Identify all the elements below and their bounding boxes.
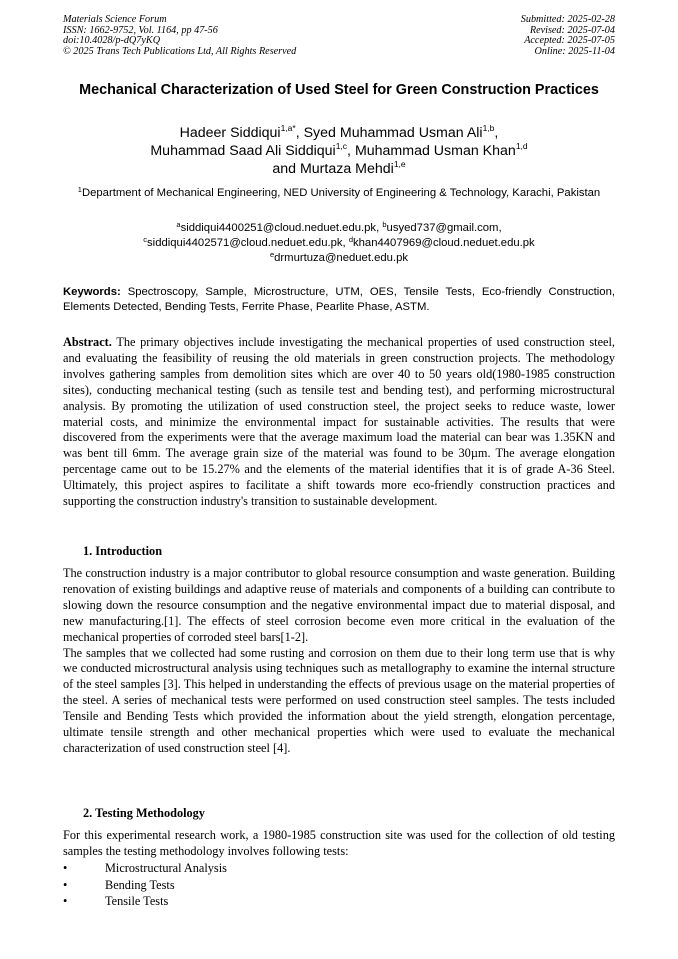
- email-line: $^e$drmurtuza@neduet.edu.pk: [269, 250, 409, 264]
- affiliation-text: Department of Mechanical Engineering, NED University of Engineering & Technology, Karachi, Pakistan: [81, 187, 601, 199]
- list-item: • Microstructural Analysis: [63, 861, 227, 875]
- abstract-label: Abstract.: [63, 335, 112, 349]
- email-link[interactable]: khan4407969@cloud.neduet.edu.pk: [353, 237, 535, 249]
- keywords-label: Keywords:: [63, 286, 121, 298]
- bullet-icon: •: [63, 861, 68, 875]
- keywords-text: Spectroscopy, Sample, Microstructure, UTM, OES, Tensile Tests, Eco-friendly Construction, Elements Detected, Bending Tests, Ferrite Phase, Pearlite Phase, ASTM.: [63, 286, 615, 313]
- journal-issn: ISSN: 1662-9752, Vol. 1164, pp 47-56: [63, 24, 218, 36]
- paragraph: For this experimental research work, a 1980-1985 construction site was used for the collection of old testing samples the testing methodology involves following tests:: [63, 828, 615, 858]
- bullet-icon: •: [63, 894, 68, 908]
- journal-header-right: [521, 15, 615, 57]
- email-line: $^a$siddiqui4400251@cloud.neduet.edu.pk, $^b$usyed737@gmail.com,: [176, 220, 502, 234]
- author-line: Muhammad Saad Ali Siddiqui$^{1,c}$, Muhammad Usman Khan$^{1,d}$: [150, 141, 528, 159]
- author-affil-mark: 1,a*: [280, 123, 296, 133]
- journal-doi: doi:10.4028/p-dQ7yKQ: [63, 35, 161, 46]
- author-line: Hadeer Siddiqui$^{1,a*}$, Syed Muhammad Usman Ali$^{1,b}$,: [179, 123, 499, 141]
- author-name: Muhammad Usman Khan: [354, 143, 516, 159]
- keywords: [63, 285, 615, 315]
- email-line: $^c$siddiqui4402571@cloud.neduet.edu.pk, $^d$khan4407969@cloud.neduet.edu.pk: [143, 235, 535, 249]
- affiliation: [63, 186, 615, 201]
- test-list: [63, 860, 615, 910]
- author-name: and Murtaza Mehdi: [272, 161, 394, 177]
- paragraph: The samples that we collected had some rusting and corrosion on them due to their long term use that is why we conducted microstructural analysis using techniques such as metallography to examine the internal structure of the steel samples [3]. This helped in understanding the effects of previous usage on the material properties of the steel. A series of mechanical tests were performed on used construction steel samples. The tests included Tensile and Bending Tests which provided the information about the yield strength, elongation percentage, ultimate tensile strength and other mechanical properties which were used to evaluate the mechanical characterization of used construction steel [4].: [63, 645, 615, 755]
- section-heading-introduction: 1. Introduction: [83, 544, 163, 558]
- paper-title: Mechanical Characterization of Used Steel for Green Construction Practices: [79, 82, 599, 98]
- email-list: [63, 221, 615, 266]
- date-revised: Revised: 2025-07-04: [529, 24, 615, 36]
- date-accepted: Accepted: 2025-07-05: [524, 35, 615, 46]
- author-list: [63, 124, 615, 178]
- introduction-body: [63, 566, 615, 757]
- author-name: Syed Muhammad Usman Ali: [303, 125, 483, 141]
- abstract: [63, 335, 615, 510]
- journal-name: Materials Science Forum: [63, 14, 167, 25]
- affiliation-mark: 1: [77, 185, 82, 194]
- email-link[interactable]: siddiqui4402571@cloud.neduet.edu.pk: [147, 237, 343, 249]
- author-name: Hadeer Siddiqui: [179, 125, 281, 141]
- journal-header-left: [63, 15, 296, 57]
- methodology-body: [63, 828, 615, 860]
- list-item: • Tensile Tests: [63, 894, 169, 908]
- email-link[interactable]: drmurtuza@neduet.edu.pk: [274, 252, 409, 264]
- email-link[interactable]: usyed737@gmail.com: [386, 222, 499, 234]
- author-affil-mark: 1,c: [335, 141, 348, 151]
- paragraph: The construction industry is a major contributor to global resource consumption and waste generation. Building renovation of existing buildings and adaptive reuse of materials and components of a building can contribute to slowing down the resource consumption and the negative environmental impact due to material disposal, and new manufacturing.[1]. The effects of steel corrosion become even more critical in the evaluation of the mechanical properties of corroded steel bars[1-2].: [63, 566, 615, 644]
- date-submitted: Submitted: 2025-02-28: [520, 14, 615, 25]
- journal-copyright: © 2025 Trans Tech Publications Ltd, All Rights Reserved: [63, 45, 297, 57]
- author-name: Muhammad Saad Ali Siddiqui: [150, 143, 336, 159]
- section-heading-methodology: 2. Testing Methodology: [83, 806, 205, 820]
- bullet-icon: •: [63, 877, 68, 892]
- list-item: • Bending Tests: [63, 877, 175, 892]
- author-affil-mark: 1,b: [482, 123, 495, 133]
- author-affil-mark: 1,d: [515, 141, 528, 151]
- email-link[interactable]: siddiqui4400251@cloud.neduet.edu.pk: [180, 222, 377, 234]
- abstract-text: The primary objectives include investigating the mechanical properties of used construction steel, and evaluating the feasibility of reusing the old materials in green construction projects. The methodology involves gathering samples from demolition sites which are over 40 to 50 years old(1980-1985 construction sites), conducting mechanical testing (such as tensile test and bending test), and performing microstructural analysis. By promoting the utilization of used construction steel, the project seeks to reduce waste, lower material costs, and minimize the environmental impact for sustainable activities. The results that were discovered from the experiments were that the average maximum load the material can bear was 1.35KN and was bent till 6mm. The average grain size of the material was found to be 30µm. The average elongation percentage came out to be 15.27% and the elements of the material identifies that it is of grade A-36 Steel. Ultimately, this project aspires to facilitate a shift towards more eco-friendly construction practices and supporting the construction industry's transition to sustainable development.: [63, 335, 615, 509]
- date-online: Online: 2025-11-04: [534, 45, 615, 57]
- author-line: [63, 160, 615, 178]
- author-affil-mark: 1,e: [393, 159, 406, 169]
